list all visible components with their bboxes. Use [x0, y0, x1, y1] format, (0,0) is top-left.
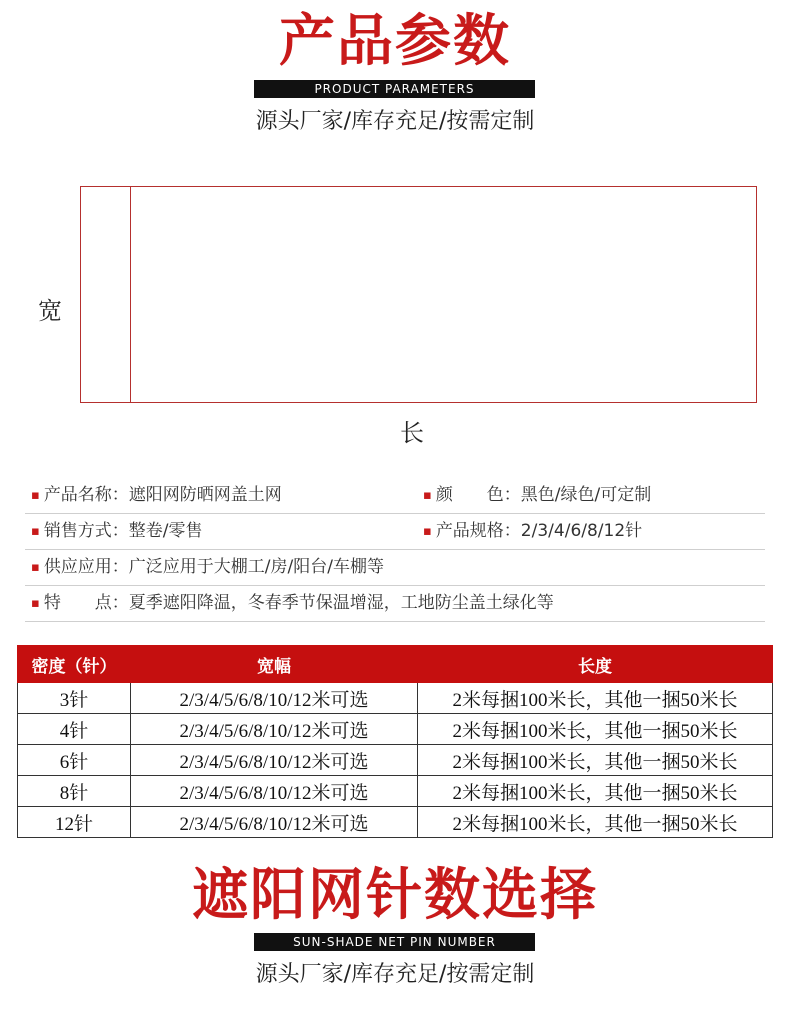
table-cell: 2米每捆100米长，其他一捆50米长 — [418, 776, 773, 807]
table-header-row — [18, 646, 773, 683]
table-cell: 2/3/4/5/6/8/10/12米可选 — [131, 807, 418, 838]
spec-table — [17, 645, 773, 838]
spec-item: ▪ 特 点：夏季遮阳降温，冬春季节保温增湿，工地防尘盖土绿化等 — [31, 593, 554, 613]
table-cell: 2米每捆100米长，其他一捆50米长 — [418, 807, 773, 838]
table-cell: 4针 — [18, 714, 131, 745]
table-cell: 12针 — [18, 807, 131, 838]
bullet-icon: ▪ — [423, 488, 432, 503]
bullet-icon: ▪ — [31, 524, 40, 539]
table-cell: 6针 — [18, 745, 131, 776]
spec-row — [25, 550, 765, 586]
bullet-icon: ▪ — [31, 560, 40, 575]
table-row — [18, 745, 773, 776]
page-title: 产品参数 — [279, 9, 511, 74]
table-row — [18, 807, 773, 838]
table-row — [18, 714, 773, 745]
diagram-width-line — [130, 187, 131, 402]
table-cell: 2米每捆100米长，其他一捆50米长 — [418, 683, 773, 714]
bullet-icon: ▪ — [31, 488, 40, 503]
bullet-icon: ▪ — [31, 596, 40, 611]
table-cell: 2/3/4/5/6/8/10/12米可选 — [131, 745, 418, 776]
width-label: 宽 — [38, 297, 62, 325]
spec-list — [25, 478, 765, 622]
spec-row — [25, 586, 765, 622]
size-diagram — [80, 186, 757, 403]
table-cell: 2/3/4/5/6/8/10/12米可选 — [131, 776, 418, 807]
column-header: 密度（针） — [18, 646, 131, 683]
table-cell: 8针 — [18, 776, 131, 807]
table-cell: 2/3/4/5/6/8/10/12米可选 — [131, 714, 418, 745]
table-cell: 3针 — [18, 683, 131, 714]
column-header: 长度 — [418, 646, 773, 683]
length-label: 长 — [400, 419, 424, 447]
table-cell: 2米每捆100米长，其他一捆50米长 — [418, 745, 773, 776]
spec-row — [25, 478, 765, 514]
spec-item: ▪ 颜 色：黑色/绿色/可定制 — [423, 485, 652, 505]
table-cell: 2/3/4/5/6/8/10/12米可选 — [131, 683, 418, 714]
spec-item: ▪ 产品名称：遮阳网防晒网盖土网 — [31, 485, 282, 505]
table-row — [18, 776, 773, 807]
spec-item: ▪ 产品规格：2/3/4/6/8/12针 — [423, 521, 643, 541]
spec-item: ▪ 供应应用：广泛应用于大棚工/房/阳台/车棚等 — [31, 557, 384, 577]
title-english-bar: PRODUCT PARAMETERS — [254, 80, 535, 98]
section-english-bar: SUN-SHADE NET PIN NUMBER — [254, 933, 535, 951]
table-row — [18, 683, 773, 714]
spec-row — [25, 514, 765, 550]
spec-item: ▪ 销售方式：整卷/零售 — [31, 521, 203, 541]
section-title: 遮阳网针数选择 — [192, 863, 598, 928]
column-header: 宽幅 — [131, 646, 418, 683]
table-cell: 2米每捆100米长，其他一捆50米长 — [418, 714, 773, 745]
bullet-icon: ▪ — [423, 524, 432, 539]
page-subtitle: 源头厂家/库存充足/按需定制 — [255, 109, 535, 134]
section-subtitle: 源头厂家/库存充足/按需定制 — [255, 962, 535, 987]
